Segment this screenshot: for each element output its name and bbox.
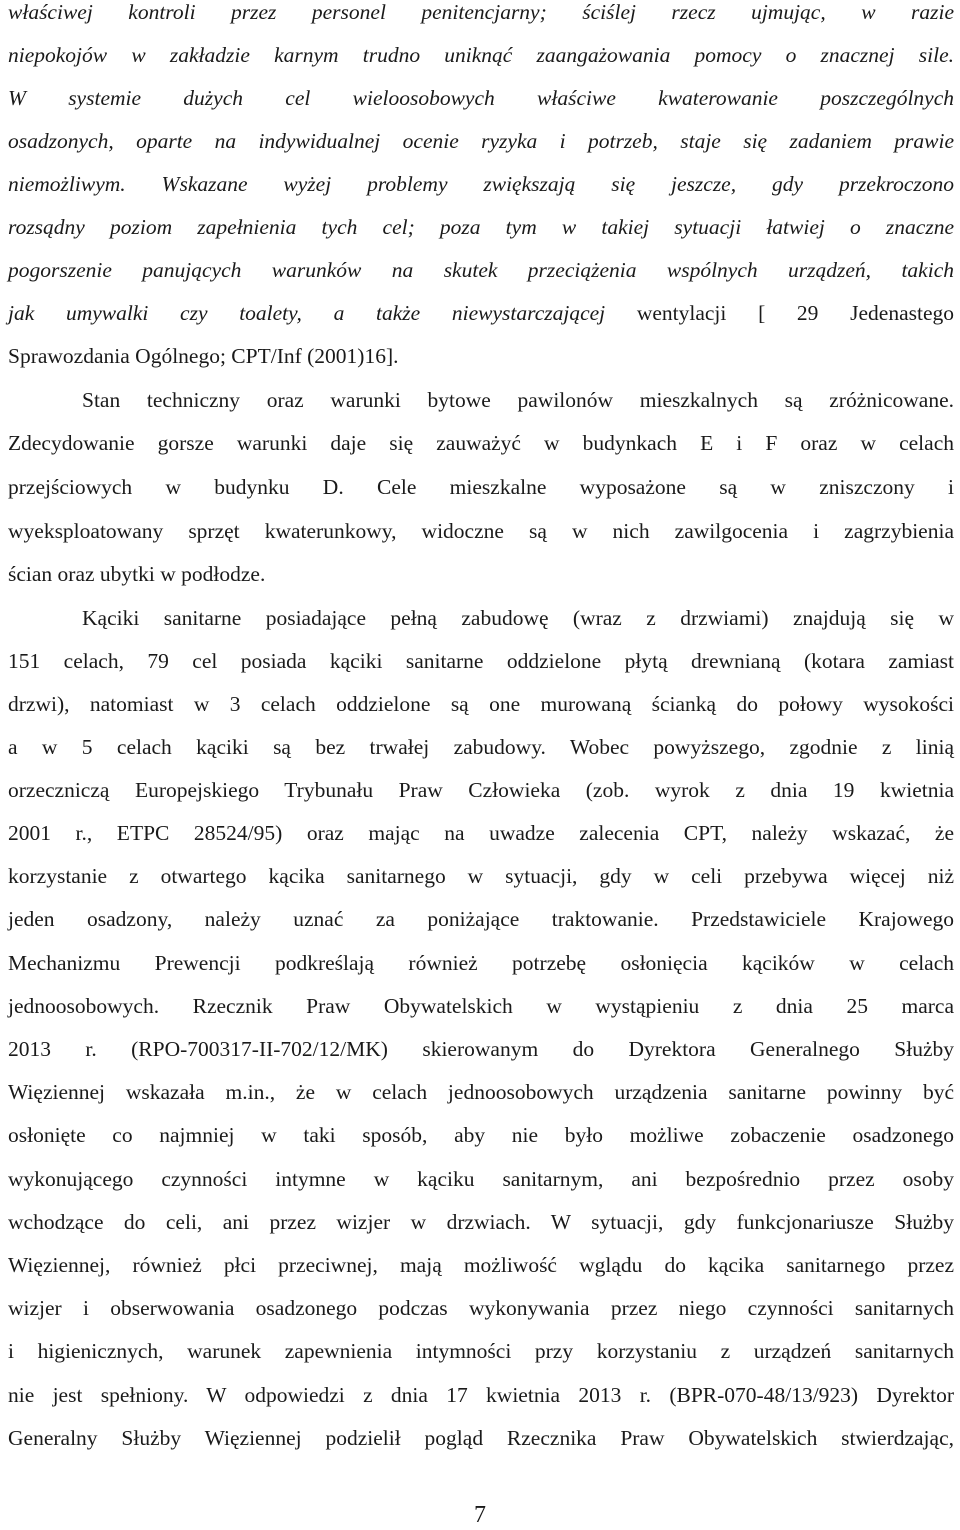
text-run: korzystanie z otwartego kącika sanitarnego w sytuacji, gdy w celi przebywa więcej niż [8,864,954,888]
text-line [8,1034,954,1064]
text-line [8,559,954,589]
text-line [8,1336,954,1366]
text-line [8,1077,954,1107]
text-run: nie jest spełniony. W odpowiedzi z dnia 17 kwietnia 2013 r. (BPR-070-48/13/923) Dyrektor [8,1383,954,1407]
page-number: 7 [474,1502,486,1528]
text-line [8,646,954,676]
text-line [8,818,954,848]
text-line [8,83,954,113]
text-line [8,775,954,805]
text-line [8,516,954,546]
text-run: wentylacji [ 29 Jedenastego [605,301,954,325]
text-run: Więziennej, również płci przeciwnej, mają możliwość wglądu do kącika sanitarnego przez [8,1253,954,1277]
text-line [8,472,954,502]
text-run: rozsądny poziom zapełnienia tych cel; poza tym w takiej sytuacji łatwiej o znaczne [8,215,954,239]
text-run: i higienicznych, warunek zapewnienia intymności przy korzystaniu z urządzeń sanitarnych [8,1339,954,1363]
text-line [8,212,954,242]
text-run: jednoosobowych. Rzecznik Praw Obywatelskich w wystąpieniu z dnia 25 marca [8,994,954,1018]
text-line [8,689,954,719]
text-line [8,126,954,156]
text-run: niepokojów w zakładzie karnym trudno uniknąć zaangażowania pomocy o znacznej sile. [8,43,954,67]
text-line [8,1380,954,1410]
text-line [8,169,954,199]
text-run: jak umywalki czy toalety, a także niewystarczającej [8,301,606,325]
text-run: Stan techniczny oraz warunki bytowe pawilonów mieszkalnych są zróżnicowane. [82,388,954,412]
text-line [8,861,954,891]
text-line [8,1207,954,1237]
text-run: niemożliwym. Wskazane wyżej problemy zwiększają się jeszcze, gdy przekroczono [8,172,954,196]
text-run: 2001 r., ETPC 28524/95) oraz mając na uwadze zalecenia CPT, należy wskazać, że [8,821,954,845]
text-run: Kąciki sanitarne posiadające pełną zabudowę (wraz z drzwiami) znajdują się w [82,606,954,630]
text-run: drzwi), natomiast w 3 celach oddzielone są one murowaną ścianką do połowy wysokości [8,692,954,716]
text-line [8,904,954,934]
text-run: jeden osadzony, należy uznać za poniżające traktowanie. Przedstawiciele Krajowego [8,907,954,931]
text-line [8,428,954,458]
text-line [82,603,954,633]
text-run: a w 5 celach kąciki są bez trwałej zabudowy. Wobec powyższego, zgodnie z linią [8,735,954,759]
text-run: osłonięte co najmniej w taki sposób, aby nie było możliwe zobaczenie osadzonego [8,1123,954,1147]
text-line [8,1423,954,1453]
text-run: wykonującego czynności intymne w kąciku sanitarnym, ani bezpośrednio przez osoby [8,1167,954,1191]
text-line [8,1293,954,1323]
text-run: wyeksploatowany sprzęt kwaterunkowy, widoczne są w nich zawilgocenia i zagrzybienia [8,519,954,543]
text-run: W systemie dużych cel wieloosobowych właściwe kwaterowanie poszczególnych [8,86,954,110]
text-run: 151 celach, 79 cel posiada kąciki sanitarne oddzielone płytą drewnianą (kotara zamiast [8,649,954,673]
text-run: wizjer i obserwowania osadzonego podczas wykonywania przez niego czynności sanitarnych [8,1296,954,1320]
text-run: pogorszenie panujących warunków na skutek przeciążenia wspólnych urządzeń, takich [8,258,954,282]
text-run: Generalny Służby Więziennej podzielił pogląd Rzecznika Praw Obywatelskich stwierdzając, [8,1426,954,1450]
text-run: właściwej kontroli przez personel penitencjarny; ściślej rzecz ujmując, w razie [8,0,954,24]
text-run: przejściowych w budynku D. Cele mieszkalne wyposażone są w zniszczony i [8,475,954,499]
text-run: Więziennej wskazała m.in., że w celach jednoosobowych urządzenia sanitarne powinny być [8,1080,954,1104]
text-run: Zdecydowanie gorsze warunki daje się zauważyć w budynkach E i F oraz w celach [8,431,954,455]
text-line [82,385,954,415]
text-run: Sprawozdania Ogólnego; CPT/Inf (2001)16]. [8,344,399,368]
text-line [8,1250,954,1280]
text-line [8,298,954,328]
text-line [8,341,954,371]
text-line [8,948,954,978]
text-line [8,732,954,762]
text-run: Mechanizmu Prewencji podkreślają również potrzebę osłonięcia kącików w celach [8,951,954,975]
text-line [8,255,954,285]
text-run: ścian oraz ubytki w podłodze. [8,562,266,586]
text-line [8,1164,954,1194]
text-run: wchodzące do celi, ani przez wizjer w drzwiach. W sytuacji, gdy funkcjonariusze Służby [8,1210,954,1234]
text-run: orzeczniczą Europejskiego Trybunału Praw Człowieka (zob. wyrok z dnia 19 kwietnia [8,778,954,802]
text-line [8,0,954,27]
text-line [8,991,954,1021]
text-run: 2013 r. (RPO-700317-II-702/12/MK) skierowanym do Dyrektora Generalnego Służby [8,1037,954,1061]
text-line [8,1120,954,1150]
text-run: osadzonych, oparte na indywidualnej ocenie ryzyka i potrzeb, staje się zadaniem prawie [8,129,954,153]
text-line [8,40,954,70]
